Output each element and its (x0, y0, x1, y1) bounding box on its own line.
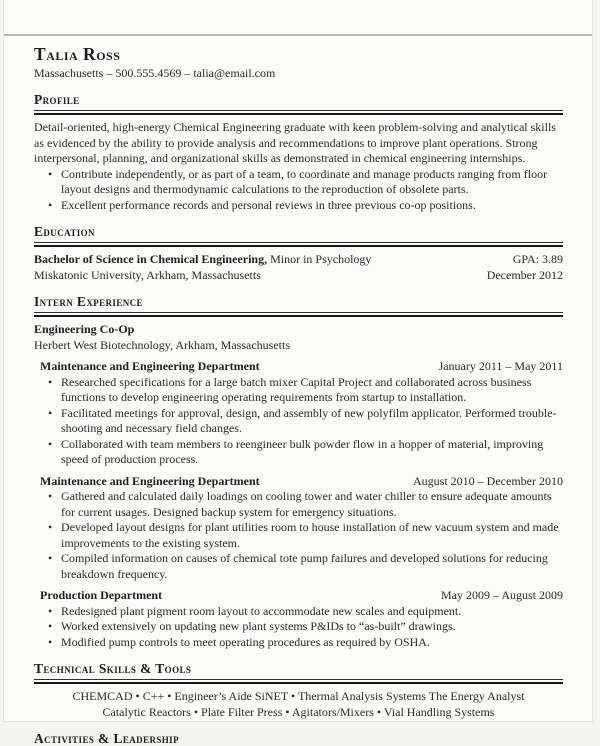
section-rule (34, 312, 563, 317)
role-dates: August 2010 – December 2010 (413, 473, 563, 488)
education-heading: Education (34, 224, 95, 239)
role-bullet: • Redesigned plant pigment room layout to accommodate new scales and equipment. (61, 604, 563, 620)
role-bullet: • Modified pump controls to meet operating procedures as required by OSHA. (61, 635, 563, 651)
education-degree-row (34, 252, 563, 268)
role-header (34, 588, 563, 604)
role-bullet: • Worked extensively on updating new plant systems P&IDs to “as-built” drawings. (61, 619, 563, 635)
school-name: Miskatonic University, Arkham, Massachusetts (34, 267, 261, 282)
role-bullet: • Gathered and calculated daily loadings on cooling tower and water chiller to ensure adequate amounts for current usages. Designed backup system for emergency situations. (61, 489, 563, 520)
profile-bullet-list (34, 167, 563, 214)
section-profile (34, 92, 563, 213)
profile-bullet: • Excellent performance records and personal reviews in three previous co-op positions. (61, 198, 563, 214)
job-title: Engineering Co-Op (34, 322, 135, 336)
profile-summary: Detail-oriented, high-energy Chemical Engineering graduate with keen problem-solving and analytical skills as evidenced by the ability to provide analysis and recommendations to improve plant operations. Strong interpersonal, planning, and organizational skills as demonstrated in chemical engineering internships. (34, 120, 556, 165)
role-header (34, 359, 563, 375)
role-bullet-list (34, 489, 563, 582)
skills-line: CHEMCAD • C++ • Engineer’s Aide SiNET • Thermal Analysis Systems The Energy Analyst (72, 689, 525, 703)
profile-bullet: • Contribute independently, or as part of a team, to coordinate and manage products ranging from floor layout designs and thermodynamic calculations to the reproduction of obsolete parts. (61, 167, 563, 198)
profile-heading: Profile (34, 92, 80, 107)
section-rule (34, 242, 563, 247)
section-intern-experience (34, 294, 563, 650)
experience-heading: Intern Experience (34, 294, 143, 309)
education-school-row (34, 268, 563, 284)
role-department: Maintenance and Engineering Department (40, 473, 260, 488)
gpa-value: GPA: 3.89 (512, 252, 563, 266)
contact-line: Massachusetts – 500.555.4569 – talia@email.com (34, 66, 276, 80)
section-education (34, 224, 563, 283)
resume-page (3, 0, 593, 746)
graduation-date: December 2012 (486, 267, 563, 282)
resume-header (34, 45, 563, 81)
degree-minor: Minor in Psychology (270, 252, 372, 266)
activities-heading: Activities & Leadership (34, 731, 179, 746)
top-divider (4, 34, 592, 36)
person-name: Talia Ross (34, 44, 121, 64)
role-department: Production Department (40, 588, 163, 602)
company-line: Herbert West Biotechnology, Arkham, Massachusetts (34, 337, 290, 352)
role-bullet-list (34, 375, 563, 468)
role-bullet-list (34, 604, 563, 651)
section-rule (34, 679, 563, 684)
role-bullet: • Compiled information on causes of chemical tote pump failures and developed solutions for reducing breakdown frequency. (61, 551, 563, 582)
skills-line: Catalytic Reactors • Plate Filter Press • Agitators/Mixers • Vial Handling Systems (102, 704, 495, 719)
section-technical-skills (34, 661, 563, 720)
role-dates: May 2009 – August 2009 (440, 588, 563, 602)
role-dates: January 2011 – May 2011 (438, 359, 563, 373)
activities-clipped-area (34, 731, 563, 746)
degree-name: Bachelor of Science in Chemical Engineering, (34, 252, 268, 266)
role-bullet: • Researched specifications for a large batch mixer Capital Project and collaborated across business functions to develop engineering operating requirements from startup to installation. (61, 375, 563, 406)
section-activities (34, 731, 563, 746)
role-department: Maintenance and Engineering Department (40, 359, 260, 373)
role-bullet: • Facilitated meetings for approval, design, and assembly of new polyfilm applicator. Performed trouble-shooting and necessary field changes. (61, 406, 563, 437)
section-rule (34, 110, 563, 115)
role-bullet: • Collaborated with team members to reengineer bulk powder flow in a hopper of material, improving speed of production process. (61, 437, 563, 468)
resume-content (4, 44, 592, 746)
role-header (34, 474, 563, 490)
degree-line (34, 252, 371, 268)
skills-heading: Technical Skills & Tools (34, 661, 192, 676)
role-bullet: • Developed layout designs for plant utilities room to house installation of new vacuum system and made improvements to the existing system. (61, 520, 563, 551)
